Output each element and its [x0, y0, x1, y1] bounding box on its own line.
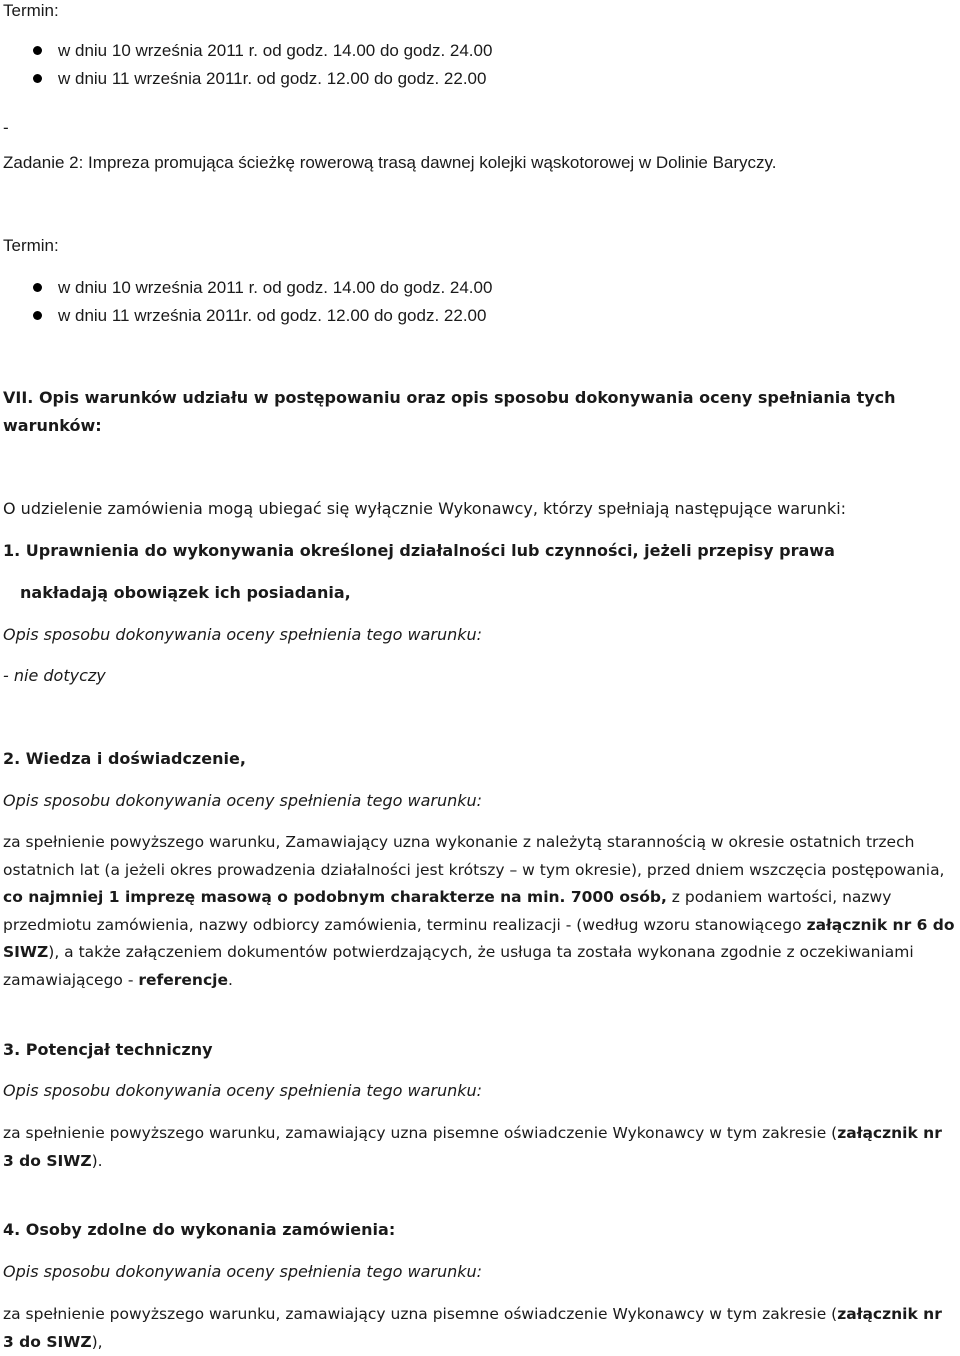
condition-3-title: 3. Potencjał techniczny [3, 1040, 213, 1059]
bold-run: załącznik nr 3 do SIWZ [3, 1124, 942, 1170]
condition-3-opis: Opis sposobu dokonywania oceny spełnienia tego warunku: [3, 1081, 483, 1100]
text-run: ). [91, 1151, 103, 1170]
condition-4-opis: Opis sposobu dokonywania oceny spełnienia tego warunku: [3, 1262, 483, 1281]
condition-1-title: 1. Uprawnienia do wykonywania określonej działalności lub czynności, jeżeli przepisy prawa [3, 541, 835, 560]
text-run: za spełnienie powyższego warunku, Zamawiający uzna wykonanie z należytą starannością w okresie ostatnich trzech ostatnich lat (a jeżeli okres prowadzenia działalności jest krótszy – w tym okresie), przed dniem wszczęcia postępowania, [3, 833, 945, 879]
termin-item-1b: w dniu 11 września 2011r. od godz. 12.00 do godz. 22.00 [58, 69, 487, 88]
condition-2-paragraph [3, 829, 958, 994]
termin-item-2a: w dniu 10 września 2011 r. od godz. 14.00 do godz. 24.00 [58, 278, 493, 297]
text-run: ), a także załączeniem dokumentów potwierdzających, że usługa ta została wykonana zgodnie z oczekiwaniami zamawiającego - [3, 943, 914, 989]
condition-1-value: - nie dotyczy [3, 666, 106, 685]
bullet-icon [33, 283, 42, 292]
bold-run: załącznik nr 3 do SIWZ [3, 1305, 942, 1351]
bold-run: co najmniej 1 imprezę masową o podobnym charakterze na min. 7000 osób, [3, 888, 667, 906]
condition-4-paragraph [3, 1301, 958, 1356]
condition-3-paragraph [3, 1120, 958, 1175]
bullet-icon [33, 311, 42, 320]
bold-run: załącznik nr 6 do SIWZ [3, 915, 955, 961]
condition-2-title: 2. Wiedza i doświadczenie, [3, 749, 246, 768]
condition-2-opis: Opis sposobu dokonywania oceny spełnienia tego warunku: [3, 791, 483, 810]
section-7-heading: VII. Opis warunków udziału w postępowaniu oraz opis sposobu dokonywania oceny spełniania tych [3, 388, 896, 407]
text-run: za spełnienie powyższego warunku, zamawiający uzna pisemne oświadczenie Wykonawcy w tym zakresie ( [3, 1305, 838, 1323]
bullet-icon [33, 74, 42, 83]
termin-label-1: Termin: [3, 1, 59, 20]
condition-1-title-cont: nakładają obowiązek ich posiadania, [20, 583, 351, 602]
termin-item-1a: w dniu 10 września 2011 r. od godz. 14.00 do godz. 24.00 [58, 41, 493, 60]
text-run: . [227, 970, 233, 989]
bold-run: referencje [138, 970, 228, 989]
task-2-title: Zadanie 2: Impreza promująca ścieżkę rowerową trasą dawnej kolejki wąskotorowej w Dolinie Baryczy. [3, 153, 777, 172]
termin-label-2: Termin: [3, 236, 59, 255]
section-7-heading-cont: warunków: [3, 416, 102, 435]
dash-separator: - [3, 118, 9, 137]
termin-item-2b: w dniu 11 września 2011r. od godz. 12.00 do godz. 22.00 [58, 306, 487, 325]
text-run: z podaniem wartości, nazwy przedmiotu zamówienia, nazwy odbiorcy zamówienia, terminu realizacji - (według wzoru stanowiącego [3, 888, 892, 934]
condition-1-opis: Opis sposobu dokonywania oceny spełnienia tego warunku: [3, 625, 483, 644]
condition-4-title: 4. Osoby zdolne do wykonania zamówienia: [3, 1220, 396, 1239]
text-run: za spełnienie powyższego warunku, zamawiający uzna pisemne oświadczenie Wykonawcy w tym zakresie ( [3, 1124, 838, 1142]
bullet-icon [33, 46, 42, 55]
intro-text: O udzielenie zamówienia mogą ubiegać się wyłącznie Wykonawcy, którzy spełniają następujące warunki: [3, 499, 847, 518]
text-run: ), [91, 1332, 103, 1351]
